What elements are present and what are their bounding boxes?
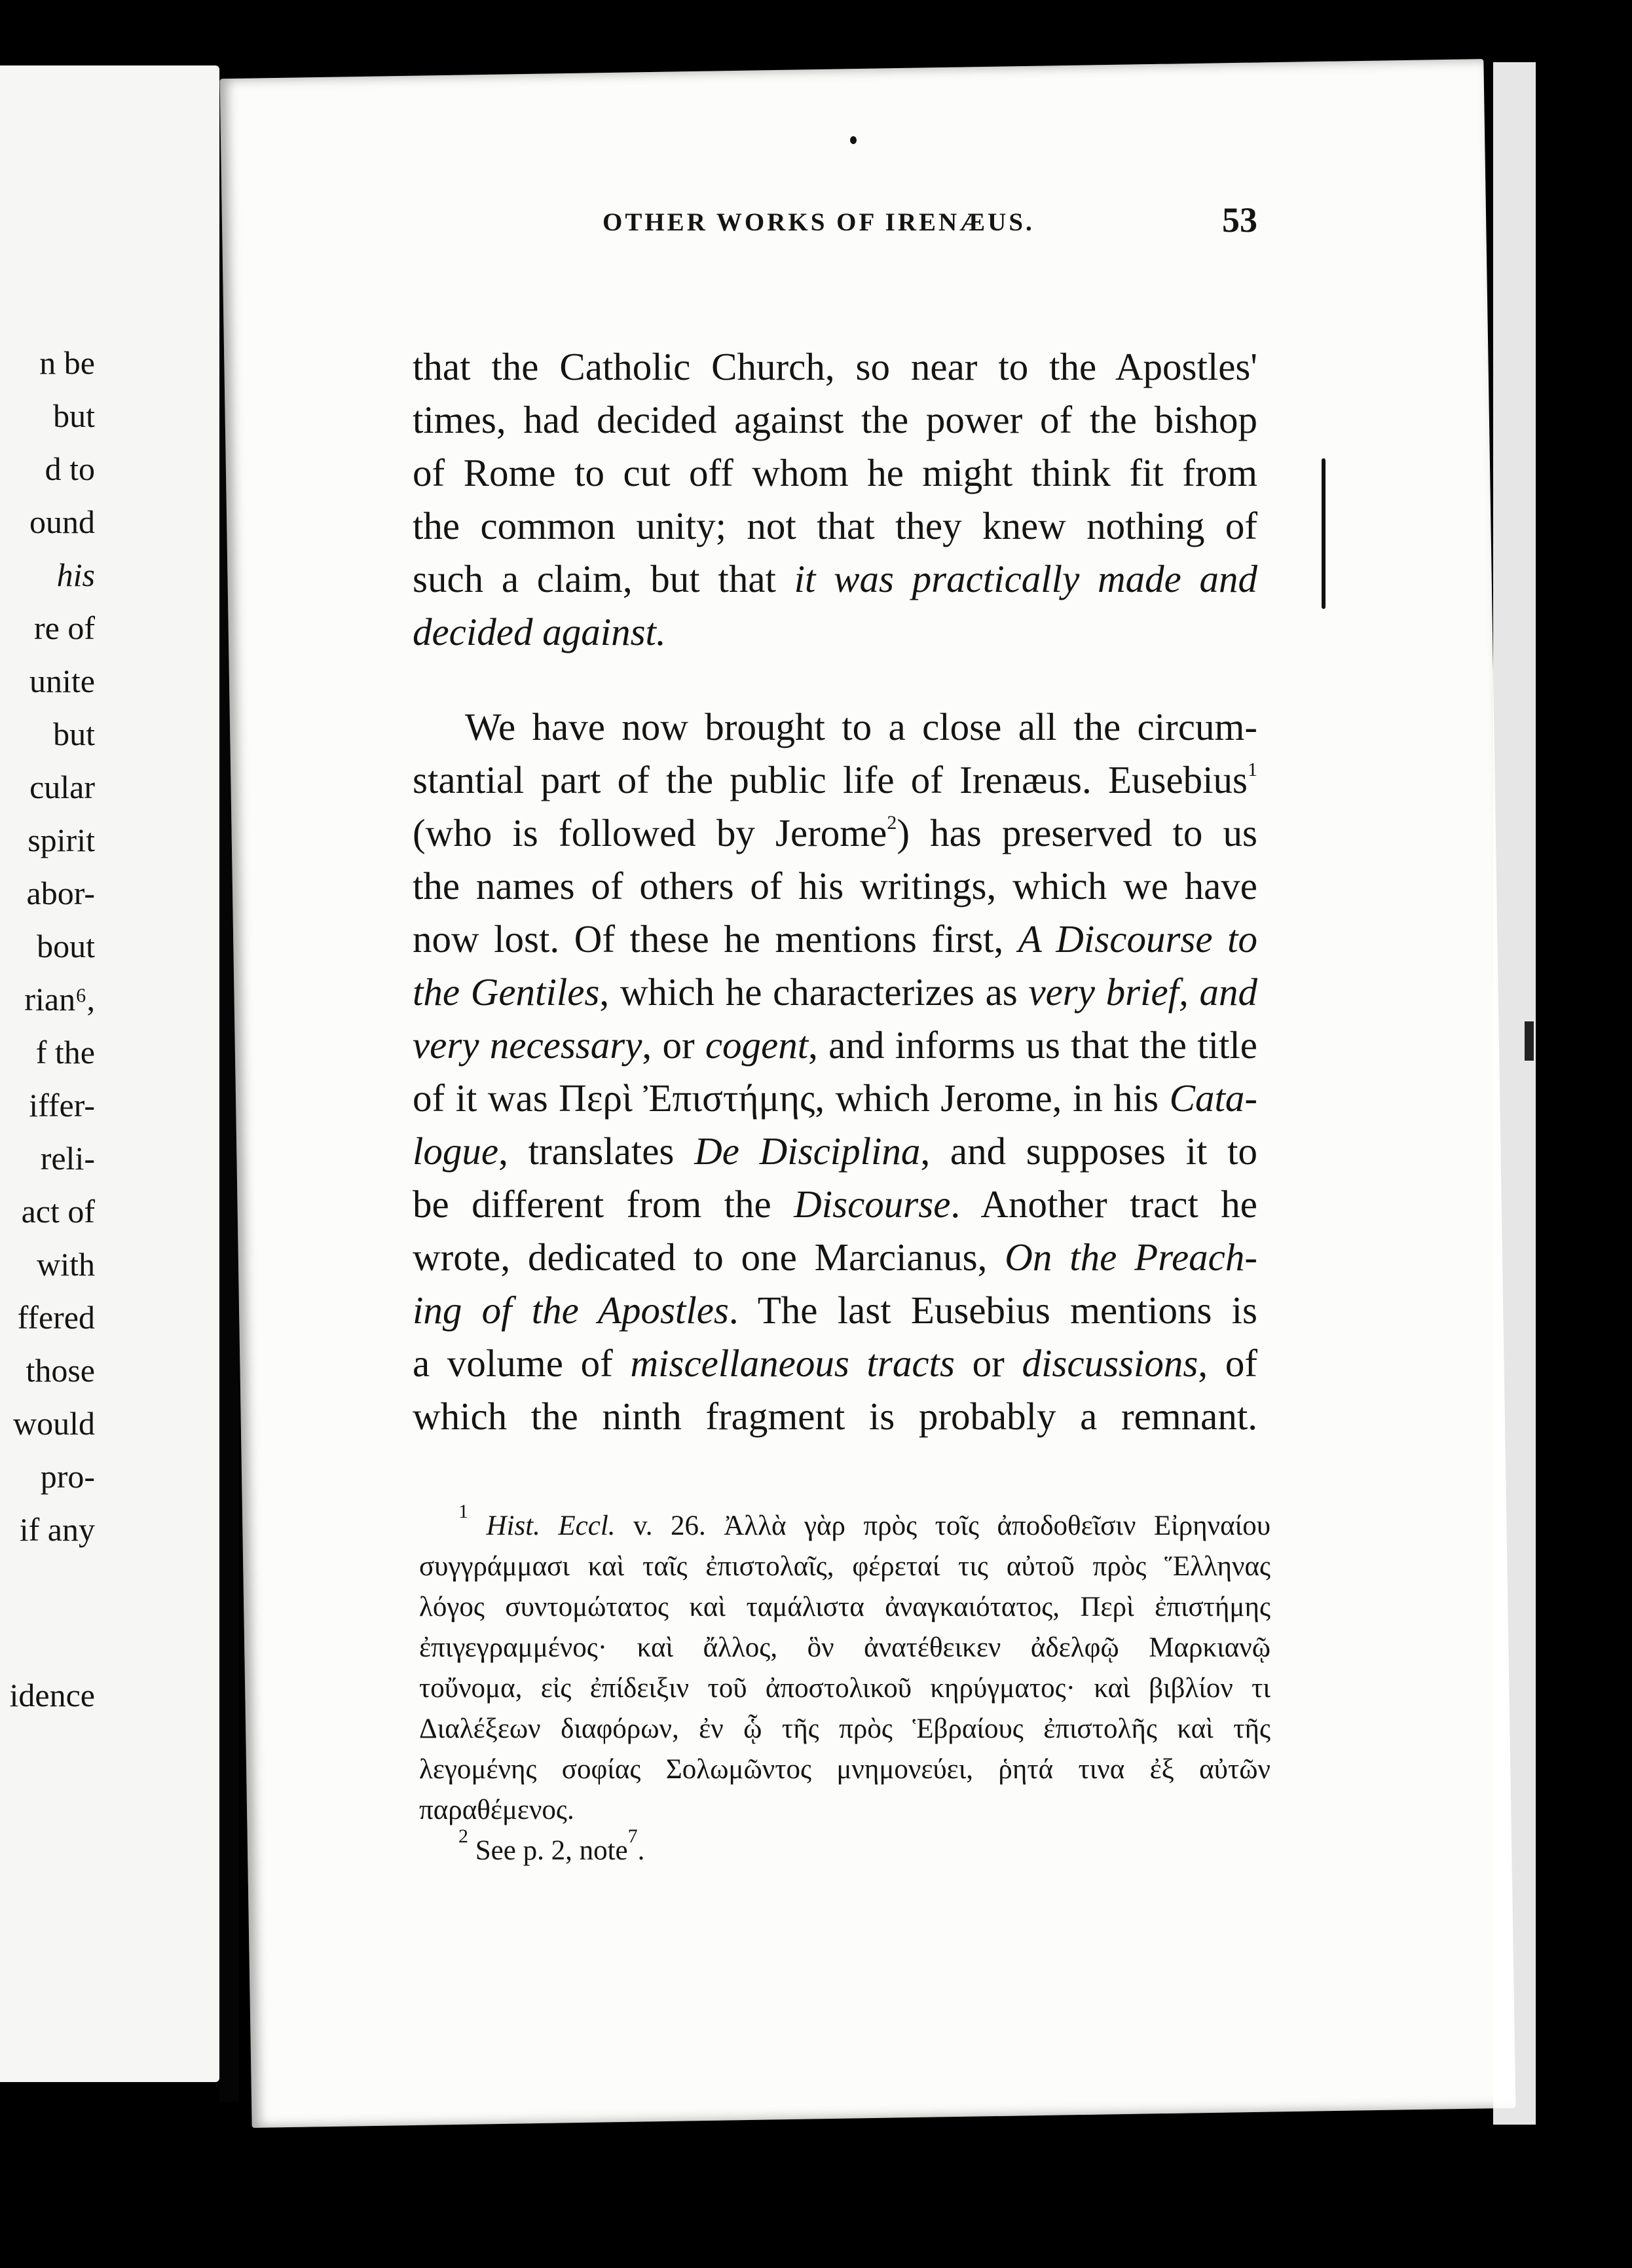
fragment-line: pro- xyxy=(40,1458,95,1495)
paragraph-gap xyxy=(413,659,1257,701)
text-span: (who is followed by Jerome xyxy=(413,811,887,854)
footnote-marker: 2 xyxy=(458,1825,468,1847)
fragment-line: if any xyxy=(19,1511,95,1548)
footnote-line: τοὔνομα, εἰς ἐπίδειξιν τοῦ ἀποστολικοῦ κηρύγματος· καὶ βιβλίον τι xyxy=(419,1673,1270,1704)
footnote-reference: Hist. Eccl. xyxy=(486,1510,616,1541)
italic-span: A Discourse to xyxy=(1018,917,1257,960)
italic-span: cogent xyxy=(705,1023,809,1067)
italic-span: it was practically made and xyxy=(794,557,1258,600)
footnote-line: συγγράμμασι καὶ ταῖς ἐπιστολαῖς, φέρεταί τις αὐτοῦ πρὸς Ἕλληνας xyxy=(419,1551,1270,1582)
text-span: stantial part of the public life of Irenæus. Eusebius xyxy=(413,758,1248,801)
fragment-line: re of xyxy=(34,610,95,646)
fragment-line: unite xyxy=(29,663,95,699)
fragment-line: abor- xyxy=(26,875,95,911)
previous-page-fragment xyxy=(0,65,219,2082)
text-line xyxy=(413,807,1257,860)
text-span: , and supposes it to xyxy=(920,1129,1257,1173)
text-span: , and informs us that the title xyxy=(808,1023,1257,1067)
text-span: ) has preserved to us xyxy=(897,811,1257,854)
text-span: such a claim, but that xyxy=(413,557,794,600)
footnote-line xyxy=(419,1501,1270,1546)
text-line xyxy=(413,1284,1257,1337)
text-span: be different from the xyxy=(413,1182,794,1226)
running-head xyxy=(367,200,1257,252)
fragment-line: with xyxy=(37,1246,95,1283)
page-edge xyxy=(1493,62,1536,2125)
italic-span: De Disciplina xyxy=(694,1129,921,1173)
fragment-line: spirit xyxy=(28,822,95,858)
text-line: that the Catholic Church, so near to the Apostles' xyxy=(413,345,1257,388)
margin-pencil-mark xyxy=(1322,458,1326,609)
body-text xyxy=(413,340,1257,1443)
text-line xyxy=(413,913,1257,966)
text-line: times, had decided against the power of the bishop xyxy=(413,398,1257,441)
fragment-line: d to xyxy=(45,450,95,487)
italic-span: On the Preach- xyxy=(1005,1235,1257,1279)
italic-span: ing of the Apostles xyxy=(413,1289,729,1332)
footnote-line: Διαλέξεων διαφόρων, ἐν ᾧ τῆς πρὸς Ἑβραίους ἐπιστολῆς καὶ τῆς xyxy=(419,1713,1270,1744)
fragment-line: his xyxy=(56,557,95,593)
footnote-marker: 1 xyxy=(458,1501,468,1522)
text-span: or xyxy=(954,1342,1022,1385)
page-edge-mark xyxy=(1525,1021,1534,1061)
fragment-line: n be xyxy=(39,344,95,381)
italic-span: Discourse xyxy=(794,1182,951,1226)
fragment-line: bout xyxy=(37,928,95,964)
fragment-line: reli- xyxy=(40,1140,95,1177)
text-line: which the ninth fragment is probably a remnant. xyxy=(413,1395,1257,1438)
text-line xyxy=(413,1019,1257,1072)
italic-span: miscellaneous tracts xyxy=(630,1342,955,1385)
italic-span: very necessary xyxy=(413,1023,642,1067)
italic-span: Cata- xyxy=(1169,1076,1257,1120)
ink-speck xyxy=(850,136,857,144)
text-line: the common unity; not that they knew nothing of xyxy=(413,504,1257,547)
fragment-line: rian⁶, xyxy=(24,981,95,1017)
text-line: the names of others of his writings, which we have xyxy=(413,864,1257,907)
fragment-line: ffered xyxy=(17,1299,95,1336)
italic-span: discussions xyxy=(1022,1342,1198,1385)
italic-span: logue xyxy=(413,1129,499,1173)
fragment-line: would xyxy=(13,1405,95,1442)
page-number: 53 xyxy=(1222,200,1257,240)
text-line: of Rome to cut off whom he might think fit from xyxy=(413,451,1257,494)
fragment-line: iffer- xyxy=(29,1087,95,1124)
footnote-line xyxy=(419,1825,1270,1871)
text-span: a volume of xyxy=(413,1342,631,1385)
footnote-line: παραθέμενος. xyxy=(419,1795,574,1825)
text-line xyxy=(413,1125,1257,1178)
text-span: , which he characterizes as xyxy=(599,970,1029,1014)
text-line xyxy=(413,553,1257,606)
footnote-text: v. 26. Ἀλλὰ γὰρ πρὸς τοῖς ἀποδοθεῖσιν Εἰρηναίου xyxy=(615,1510,1270,1541)
text-span: wrote, dedicated to one Marcianus, xyxy=(413,1235,1005,1279)
text-line xyxy=(413,754,1257,807)
footnote-line: λόγος συντομώτατος καὶ ταμάλιστα ἀναγκαιότατος, Περὶ ἐπιστήμης xyxy=(419,1592,1270,1622)
fragment-line: act of xyxy=(21,1193,95,1230)
fragment-line: but xyxy=(53,397,95,434)
text-span: of it was Περὶ Ἐπιστήμης, which Jerome, in his xyxy=(413,1076,1170,1120)
text-line xyxy=(413,1072,1257,1125)
fragment-line: cular xyxy=(29,769,95,805)
italic-span: the Gentiles xyxy=(413,970,600,1014)
fragment-line: but xyxy=(53,716,95,752)
text-span: , or xyxy=(642,1023,705,1067)
text-span: now lost. Of these he mentions first, xyxy=(413,917,1018,960)
text-span: . Another tract he xyxy=(950,1182,1257,1226)
fragment-line: f the xyxy=(35,1034,95,1070)
footnotes xyxy=(419,1501,1270,1871)
text-span: . The last Eusebius mentions is xyxy=(728,1289,1257,1332)
text-span: , of xyxy=(1198,1342,1257,1385)
running-title: OTHER WORKS OF IRENÆUS. xyxy=(603,208,1035,236)
text-line xyxy=(413,1178,1257,1231)
text-span: , translates xyxy=(498,1129,695,1173)
text-line xyxy=(413,1231,1257,1284)
fragment-line: idence xyxy=(9,1677,95,1713)
fragment-line: those xyxy=(26,1352,95,1389)
text-line xyxy=(413,1337,1257,1390)
fragment-line: ound xyxy=(29,503,95,540)
italic-span: decided against. xyxy=(413,610,666,653)
footnote-text: See p. 2, note xyxy=(475,1835,628,1866)
text-line: We have now brought to a close all the circum- xyxy=(465,705,1257,748)
footnote-line: ἐπιγεγραμμένος· καὶ ἄλλος, ὃν ἀνατέθεικεν ἀδελφῷ Μαρκιανῷ xyxy=(419,1632,1270,1663)
italic-span: very brief, and xyxy=(1028,970,1258,1014)
footnote-ref: 1 xyxy=(1248,759,1257,780)
footnote-ref: 7 xyxy=(627,1825,638,1847)
footnote-line: λεγομένης σοφίας Σολωμῶντος μνημονεύει, ῥητά τινα ἐξ αὐτῶν xyxy=(419,1754,1270,1785)
text-line xyxy=(413,606,1257,659)
footnote-text: . xyxy=(637,1835,645,1866)
text-line xyxy=(413,966,1257,1019)
footnote-ref: 2 xyxy=(887,812,897,833)
